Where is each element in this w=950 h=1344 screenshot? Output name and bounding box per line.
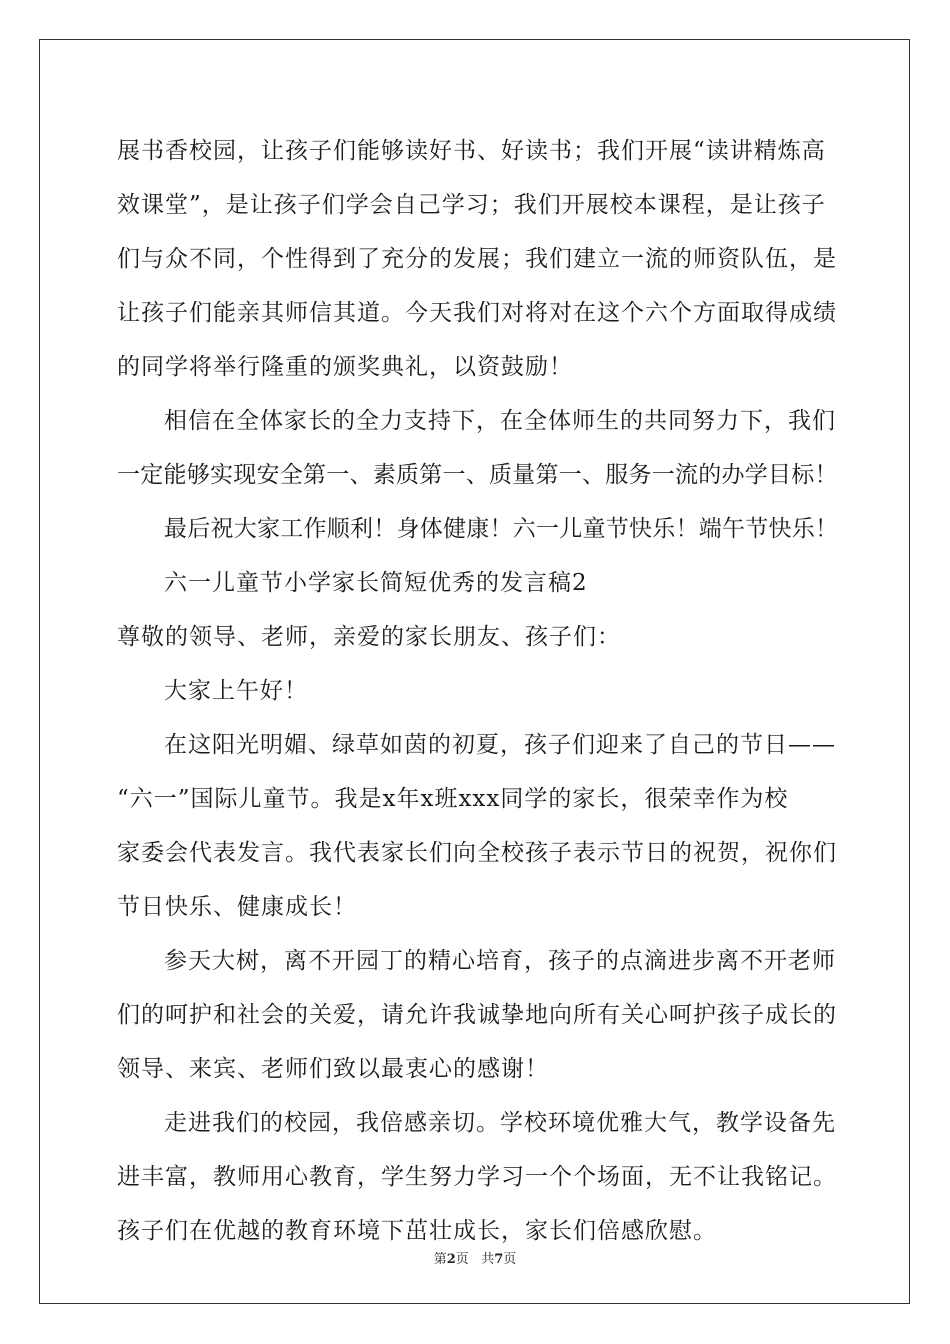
- text-line: 展书香校园，让孩子们能够读好书、好读书；我们开展“读讲精炼高: [117, 138, 826, 164]
- text-line: 进丰富，教师用心教育，学生努力学习一个个场面，无不让我铭记。: [117, 1164, 837, 1190]
- text-line: 的同学将举行隆重的颁奖典礼，以资鼓励！: [117, 354, 573, 380]
- page-footer: [0, 1248, 950, 1267]
- paragraph-start-line: 参天大树，离不开园丁的精心培育，孩子的点滴进步离不开老师: [164, 948, 836, 974]
- text-line: 家委会代表发言。我代表家长们向全校孩子表示节日的祝贺，祝你们: [117, 840, 837, 866]
- text-line: 效课堂”，是让孩子们学会自己学习；我们开展校本课程，是让孩子: [117, 192, 826, 218]
- total-prefix: 共: [481, 1252, 495, 1267]
- paragraph-start-line: 在这阳光明媚、绿草如茵的初夏，孩子们迎来了自己的节日——: [164, 732, 836, 758]
- total-pages-number: 7: [494, 1252, 504, 1267]
- text-line: 孩子们在优越的教育环境下茁壮成长，家长们倍感欣慰。: [117, 1218, 717, 1244]
- text-line: 领导、来宾、老师们致以最衷心的感谢！: [117, 1056, 549, 1082]
- greeting: 大家上午好！: [164, 678, 308, 704]
- text-line: 们的呵护和社会的关爱，请允许我诚挚地向所有关心呵护孩子成长的: [117, 1002, 837, 1028]
- text-line: 节日快乐、健康成长！: [117, 894, 357, 920]
- paragraph-start-line: 相信在全体家长的全力支持下，在全体师生的共同努力下，我们: [164, 408, 836, 434]
- salutation: 尊敬的领导、老师，亲爱的家长朋友、孩子们：: [117, 624, 621, 650]
- paragraph-start-line: 最后祝大家工作顺利！身体健康！六一儿童节快乐！端午节快乐！: [164, 516, 839, 542]
- page-suffix: 页: [455, 1252, 469, 1267]
- section-title: 六一儿童节小学家长简短优秀的发言稿2: [164, 570, 588, 596]
- text-line: 一定能够实现安全第一、素质第一、质量第一、服务一流的办学目标！: [117, 462, 838, 488]
- document-body: [117, 124, 837, 1258]
- text-line: 让孩子们能亲其师信其道。今天我们对将对在这个六个方面取得成绩: [117, 300, 837, 326]
- current-page-number: 2: [446, 1252, 456, 1267]
- total-suffix: 页: [503, 1252, 517, 1267]
- page-prefix: 第: [433, 1252, 447, 1267]
- text-line: 们与众不同，个性得到了充分的发展；我们建立一流的师资队伍，是: [117, 246, 837, 272]
- paragraph-start-line: 走进我们的校园，我倍感亲切。学校环境优雅大气，教学设备先: [164, 1110, 836, 1136]
- text-line: “六一”国际儿童节。我是x年x班xxx同学的家长，很荣幸作为校: [117, 786, 789, 812]
